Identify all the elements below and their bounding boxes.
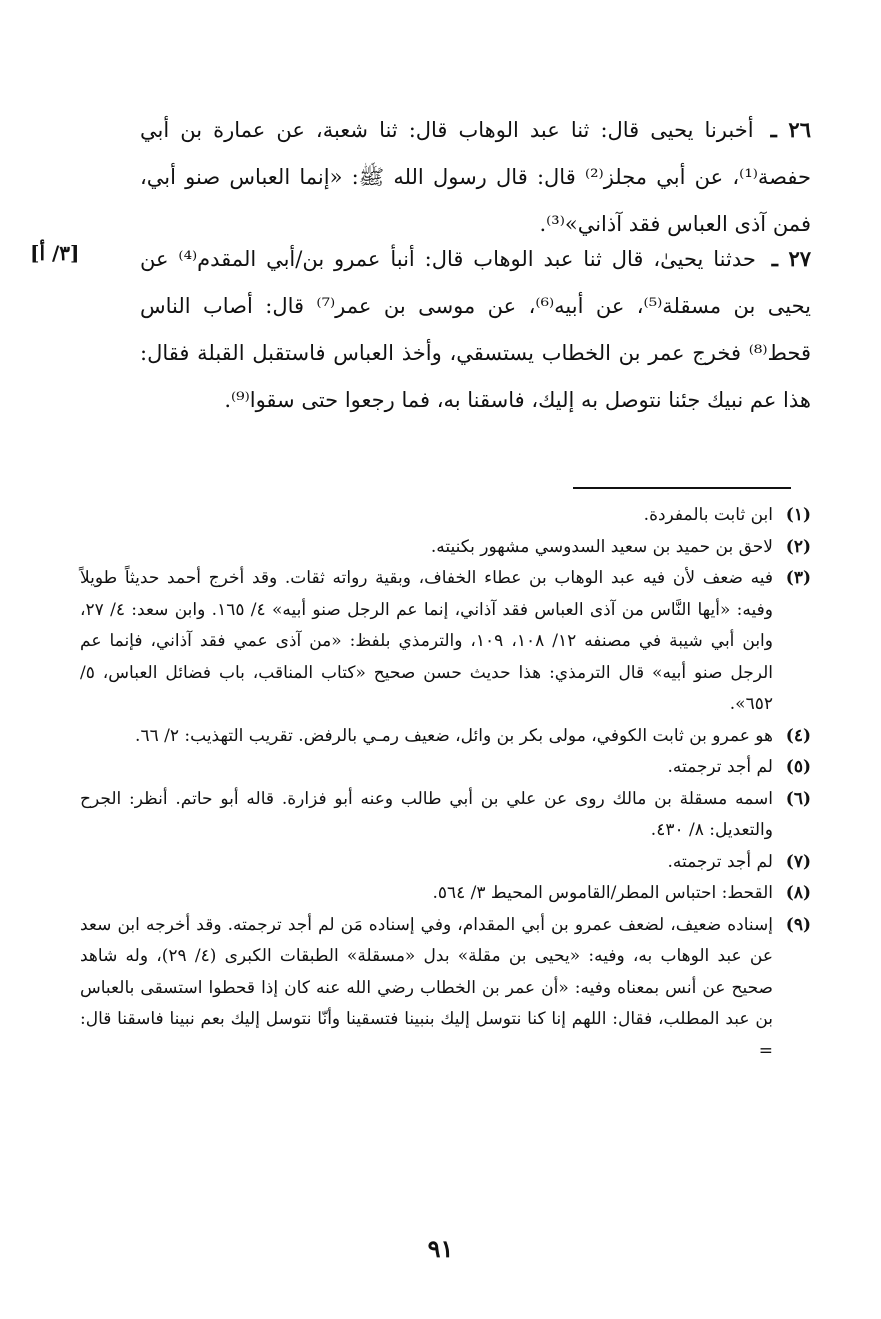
footnote-5: [80, 752, 811, 784]
page-number: ٩١: [427, 1234, 454, 1263]
footnote-text: لم أجد ترجمته.: [667, 851, 773, 872]
hadith-27: [140, 235, 811, 424]
footnote-number: (١): [785, 505, 811, 525]
footnote-number: (٦): [785, 788, 811, 809]
footnote-text: اسمه مسقلة بن مالك روى عن علي بن أبي طالب وعنه أبو فزارة. قاله أبو حاتم. أنظر: الجرح والتعديل: ٨/ ٤٣٠.: [80, 788, 773, 840]
footnote-separator: [573, 487, 791, 489]
footnote-9: [80, 910, 811, 1068]
footnote-text: لاحق بن حميد بن سعيد السدوسي مشهور بكنيته.: [430, 536, 773, 557]
footnote-7: [80, 847, 811, 879]
footnote-number: (٩): [785, 914, 811, 935]
footnote-2: [80, 532, 811, 564]
footnote-number: (٨): [785, 883, 811, 903]
footnotes: [80, 500, 811, 1067]
footnote-text: فيه ضعف لأن فيه عبد الوهاب بن عطاء الخفاف، وبقية رواته ثقات. وقد أخرج أحمد حديثاً طويلاً وفيه: «أيها النَّاس من آذى العباس فقد آذاني، إنما عم الرجل صنو أبيه» ٤/ ١٦٥. وابن سعد: ٤/ ٢٧، وابن أبي شيبة في مصنفه ١٢/ ١٠٨، ١٠٩، والترمذي بلفظ: «من آذى عمي فقد آذاني، فإنما عم الرجل صنو أبيه» قال الترمذي: هذا حديث حسن صحيح «كتاب المناقب، باب فضائل العباس، ٥/ ٦٥٢».: [80, 568, 773, 714]
hadith-number: ٢٧ ـ: [771, 246, 811, 271]
footnote-text: ابن ثابت بالمفردة.: [643, 505, 773, 525]
footnote-3: [80, 563, 811, 721]
hadith-text: أخبرنا يحيى قال: ثنا عبد الوهاب قال: ثنا شعبة، عن عمارة بن أبي حفصة⁽¹⁾، عن أبي مجلز⁽²⁾ قال: قال رسول الله ﷺ: «إنما العباس صنو أبي، فمن آذى العباس فقد آذاني»⁽³⁾.: [140, 118, 811, 236]
hadith-text: حدثنا يحيىٰ، قال ثنا عبد الوهاب قال: أنبأ عمرو بن/أبي المقدم⁽⁴⁾ عن يحيى بن مسقلة⁽⁵⁾، عن أبيه⁽⁶⁾، عن موسى بن عمر⁽⁷⁾ قال: أصاب الناس قحط⁽⁸⁾ فخرج عمر بن الخطاب يستسقي، وأخذ العباس فاستقبل القبلة فقال: هذا عم نبيك جئنا نتوصل به إليك، فاسقنا به، فما رجعوا حتى سقوا⁽⁹⁾.: [140, 247, 811, 412]
hadith-number: ٢٦ ـ: [770, 117, 811, 142]
footnote-number: (٤): [785, 725, 811, 746]
footnote-text: هو عمرو بن ثابت الكوفي، مولى بكر بن وائل، ضعيف رمـي بالرفض. تقريب التهذيب: ٢/ ٦٦.: [135, 725, 773, 746]
footnote-text: لم أجد ترجمته.: [667, 757, 773, 777]
footnote-text: إسناده ضعيف، لضعف عمرو بن أبي المقدام، وفي إسناده مَن لم أجد ترجمته. وقد أخرجه ابن سعد عن عبد الوهاب به، وفيه: «يحيى بن مقلة» بدل «مسقلة» الطبقات الكبرى (٤/ ٢٩)، وله شاهد صحيح عن أنس بمعناه وفيه: «أن عمر بن الخطاب رضي الله عنه كان إذا قحطوا استسقى بالعباس بن عبد المطلب، فقال: اللهم إنا كنا نتوسل إليك بنبينا فتسقينا وأنّا نتوسل إليك بعم نبينا فاسقنا قال: =: [80, 914, 773, 1061]
hadith-26: [140, 106, 811, 248]
footnote-number: (٣): [785, 568, 811, 588]
footnote-6: [80, 784, 811, 847]
margin-folio-reference: [٣/ أ]: [30, 241, 80, 265]
footnote-4: [80, 721, 811, 753]
footnote-number: (٧): [785, 851, 811, 872]
footnote-1: [80, 500, 811, 532]
footnote-number: (٢): [785, 536, 811, 557]
footnote-8: [80, 878, 811, 910]
footnote-text: القحط: احتباس المطر/القاموس المحيط ٣/ ٥٦٤.: [432, 883, 773, 903]
footnote-number: (٥): [785, 757, 811, 777]
